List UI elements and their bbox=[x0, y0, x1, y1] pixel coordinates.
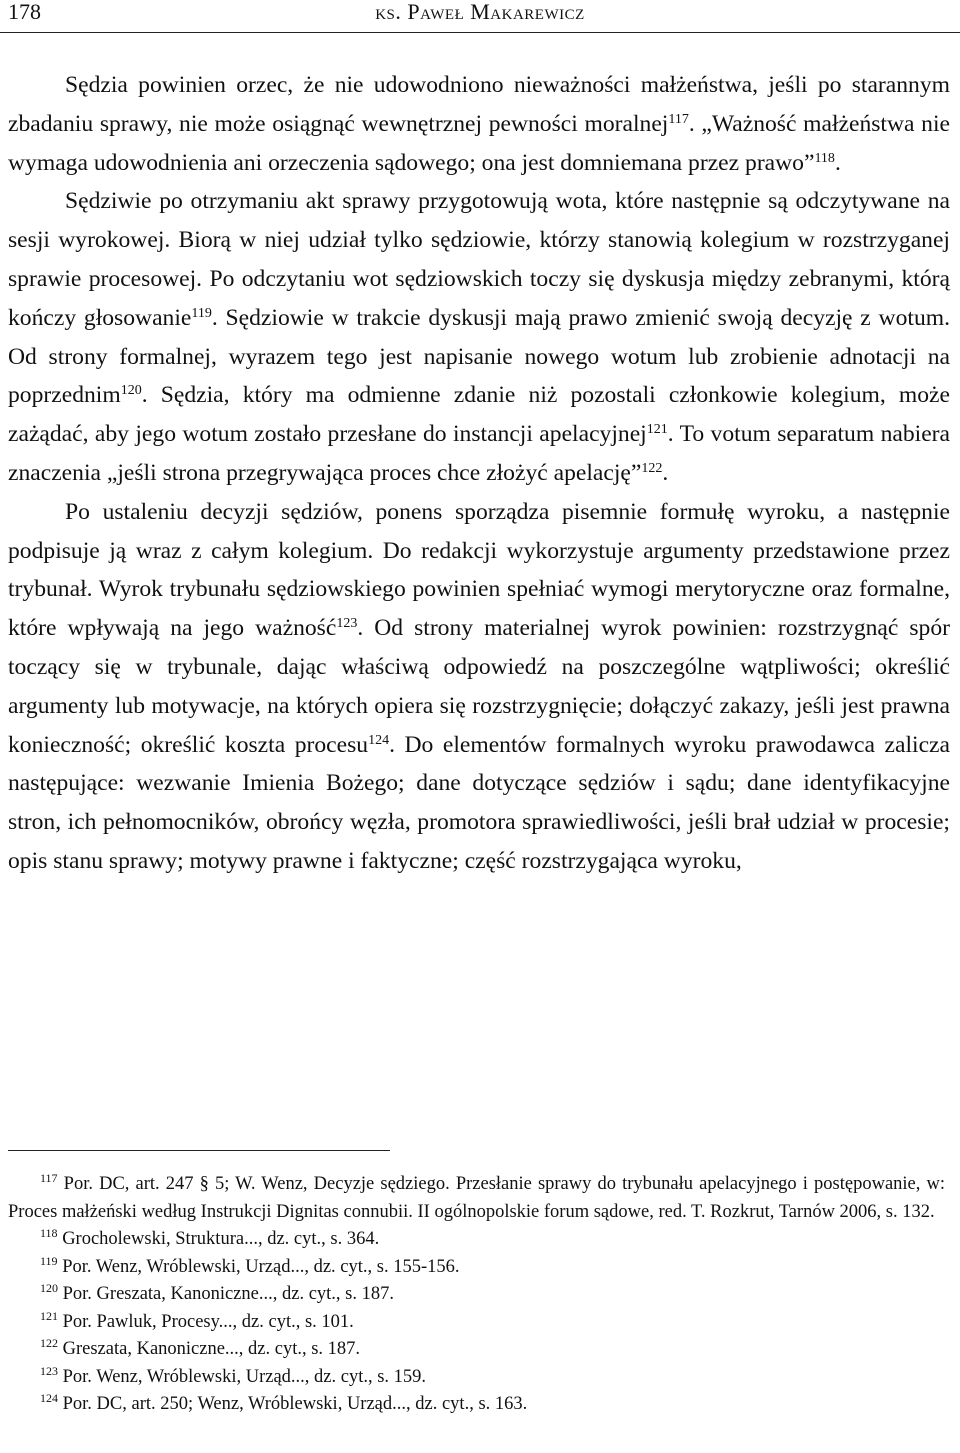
footnote-number: 119 bbox=[40, 1253, 58, 1268]
footnote-number: 118 bbox=[40, 1226, 58, 1240]
paragraph bbox=[8, 66, 950, 182]
paragraph-text: Sędziwie po otrzymaniu akt sprawy przygotowują wota, które następnie są odczytywane na sesji wyrokowej. Biorą w niej udział tylko sędziowie, którzy stanowią kolegium w rozstrzyganej sprawie procesowej. Po odczytaniu wot sędziowskich toczy się dyskusja między zebranymi, którą kończy głosowanie bbox=[8, 188, 950, 331]
page-header bbox=[0, 0, 960, 33]
paragraph-text: . To votum separatum nabiera znaczenia „jeśli strona przegrywająca proces chce złożyć apelację” bbox=[8, 421, 950, 486]
footnote-text: Por. Wenz, Wróblewski, Urząd..., dz. cyt., s. 155-156. bbox=[57, 1256, 460, 1277]
footnote bbox=[8, 1336, 945, 1364]
footnote-number: 124 bbox=[40, 1391, 58, 1405]
footnote-marker[interactable]: 122 bbox=[641, 460, 663, 476]
paragraph-text: Sędzia powinien orzec, że nie udowodniono nieważności małżeństwa, jeśli po starannym zbadaniu sprawy, nie może osiągnąć wewnętrznej pewności moralnej bbox=[8, 72, 950, 137]
footnote bbox=[8, 1226, 945, 1254]
footnote-text: Por. DC, art. 250; Wenz, Wróblewski, Urząd..., dz. cyt., s. 163. bbox=[58, 1394, 528, 1414]
footnote-number: 122 bbox=[40, 1336, 58, 1350]
footnote-marker[interactable]: 117 bbox=[668, 111, 689, 127]
paragraph-text: . Od strony materialnej wyrok powinien: rozstrzygnąć spór toczący się w trybunale, dając właściwą odpowiedź na poszczególne wątpliwości; określić argumenty lub motywacje, na których opiera się rozstrzygnięcie; dołączyć zakazy, jeśli jest prawna konieczność; określić koszta procesu bbox=[8, 615, 950, 758]
footnotes bbox=[8, 1171, 945, 1419]
footnote bbox=[8, 1309, 945, 1337]
footnote-marker[interactable]: 123 bbox=[336, 616, 358, 632]
footnote-text: Greszata, Kanoniczne..., dz. cyt., s. 187. bbox=[58, 1339, 361, 1359]
footnote bbox=[8, 1391, 945, 1419]
paragraph bbox=[8, 182, 950, 492]
paragraph-text: . bbox=[662, 459, 669, 486]
paragraph-text: . Sędzia, który ma odmienne zdanie niż pozostali członkowie kolegium, może zażądać, aby jego wotum zostało przesłane do instancji apelacyjnej bbox=[8, 382, 950, 448]
footnote bbox=[8, 1281, 945, 1309]
paragraph-text: Po ustaleniu decyzji sędziów, ponens sporządza pisemnie formułę wyroku, a następnie podpisuje ją wraz z całym kolegium. Do redakcji wykorzystuje argumenty przedstawione przez trybunał. Wyrok trybunału sędziowskiego powinien spełniać wymogi merytoryczne oraz formalne, które wpływają na jego ważność bbox=[8, 498, 950, 642]
footnote-separator bbox=[8, 1150, 390, 1151]
paragraph-text: . Do elementów formalnych wyroku prawodawca zalicza następujące: wezwanie Imienia Bożego; dane dotyczące sędziów i sądu; dane identyfikacyjne stron, ich pełnomocników, obrońcy węzła, promotora sprawiedliwości, jeśli brał udział w procesie; opis stanu sprawy; motywy prawne i faktyczne; część rozstrzygająca wyroku, bbox=[8, 731, 950, 874]
footnote-marker[interactable]: 119 bbox=[191, 305, 212, 321]
footnote-number: 123 bbox=[40, 1363, 58, 1378]
paragraph-text: . „Ważność małżeństwa nie wymaga udowodnienia ani orzeczenia sądowego; ona jest domniemana przez prawo” bbox=[8, 110, 951, 176]
footnote bbox=[8, 1254, 945, 1282]
paragraph-text: . bbox=[834, 149, 841, 176]
footnote-marker[interactable]: 120 bbox=[120, 383, 142, 399]
footnote-number: 121 bbox=[40, 1308, 58, 1323]
body-text bbox=[8, 66, 950, 881]
footnote-text: Por. Wenz, Wróblewski, Urząd..., dz. cyt., s. 159. bbox=[58, 1366, 427, 1387]
footnote bbox=[8, 1364, 945, 1392]
page-number: 178 bbox=[8, 0, 41, 24]
footnote-number: 120 bbox=[40, 1281, 58, 1295]
paragraph-text: . Sędziowie w trakcie dyskusji mają prawo zmienić swoją decyzję z wotum. Od strony formalnej, wyrazem tego jest napisanie nowego wotum lub zrobienie adnotacji na poprzednim bbox=[8, 304, 950, 409]
footnote bbox=[8, 1171, 945, 1226]
paragraph bbox=[8, 493, 950, 881]
footnote-text: Por. Greszata, Kanoniczne..., dz. cyt., s. 187. bbox=[58, 1284, 394, 1304]
footnote-marker[interactable]: 124 bbox=[368, 732, 390, 748]
footnote-number: 117 bbox=[40, 1171, 58, 1185]
running-head: ks. Paweł Makarewicz bbox=[375, 0, 585, 24]
footnote-marker[interactable]: 121 bbox=[646, 422, 668, 438]
footnote-text: Grocholewski, Struktura..., dz. cyt., s. 364. bbox=[57, 1229, 380, 1249]
footnote-text: Por. DC, art. 247 § 5; W. Wenz, Decyzje sędziego. Przesłanie sprawy do trybunału apelacyjnego i postępowanie, w: Proces małżeński według Instrukcji Dignitas connubii. II ogólnopolskie forum sądowe, red. T. Rozkrut, Tarnów 2006, s. 132. bbox=[8, 1174, 945, 1222]
footnote-marker[interactable]: 118 bbox=[814, 150, 835, 166]
footnote-text: Por. Pawluk, Procesy..., dz. cyt., s. 101. bbox=[58, 1311, 354, 1332]
